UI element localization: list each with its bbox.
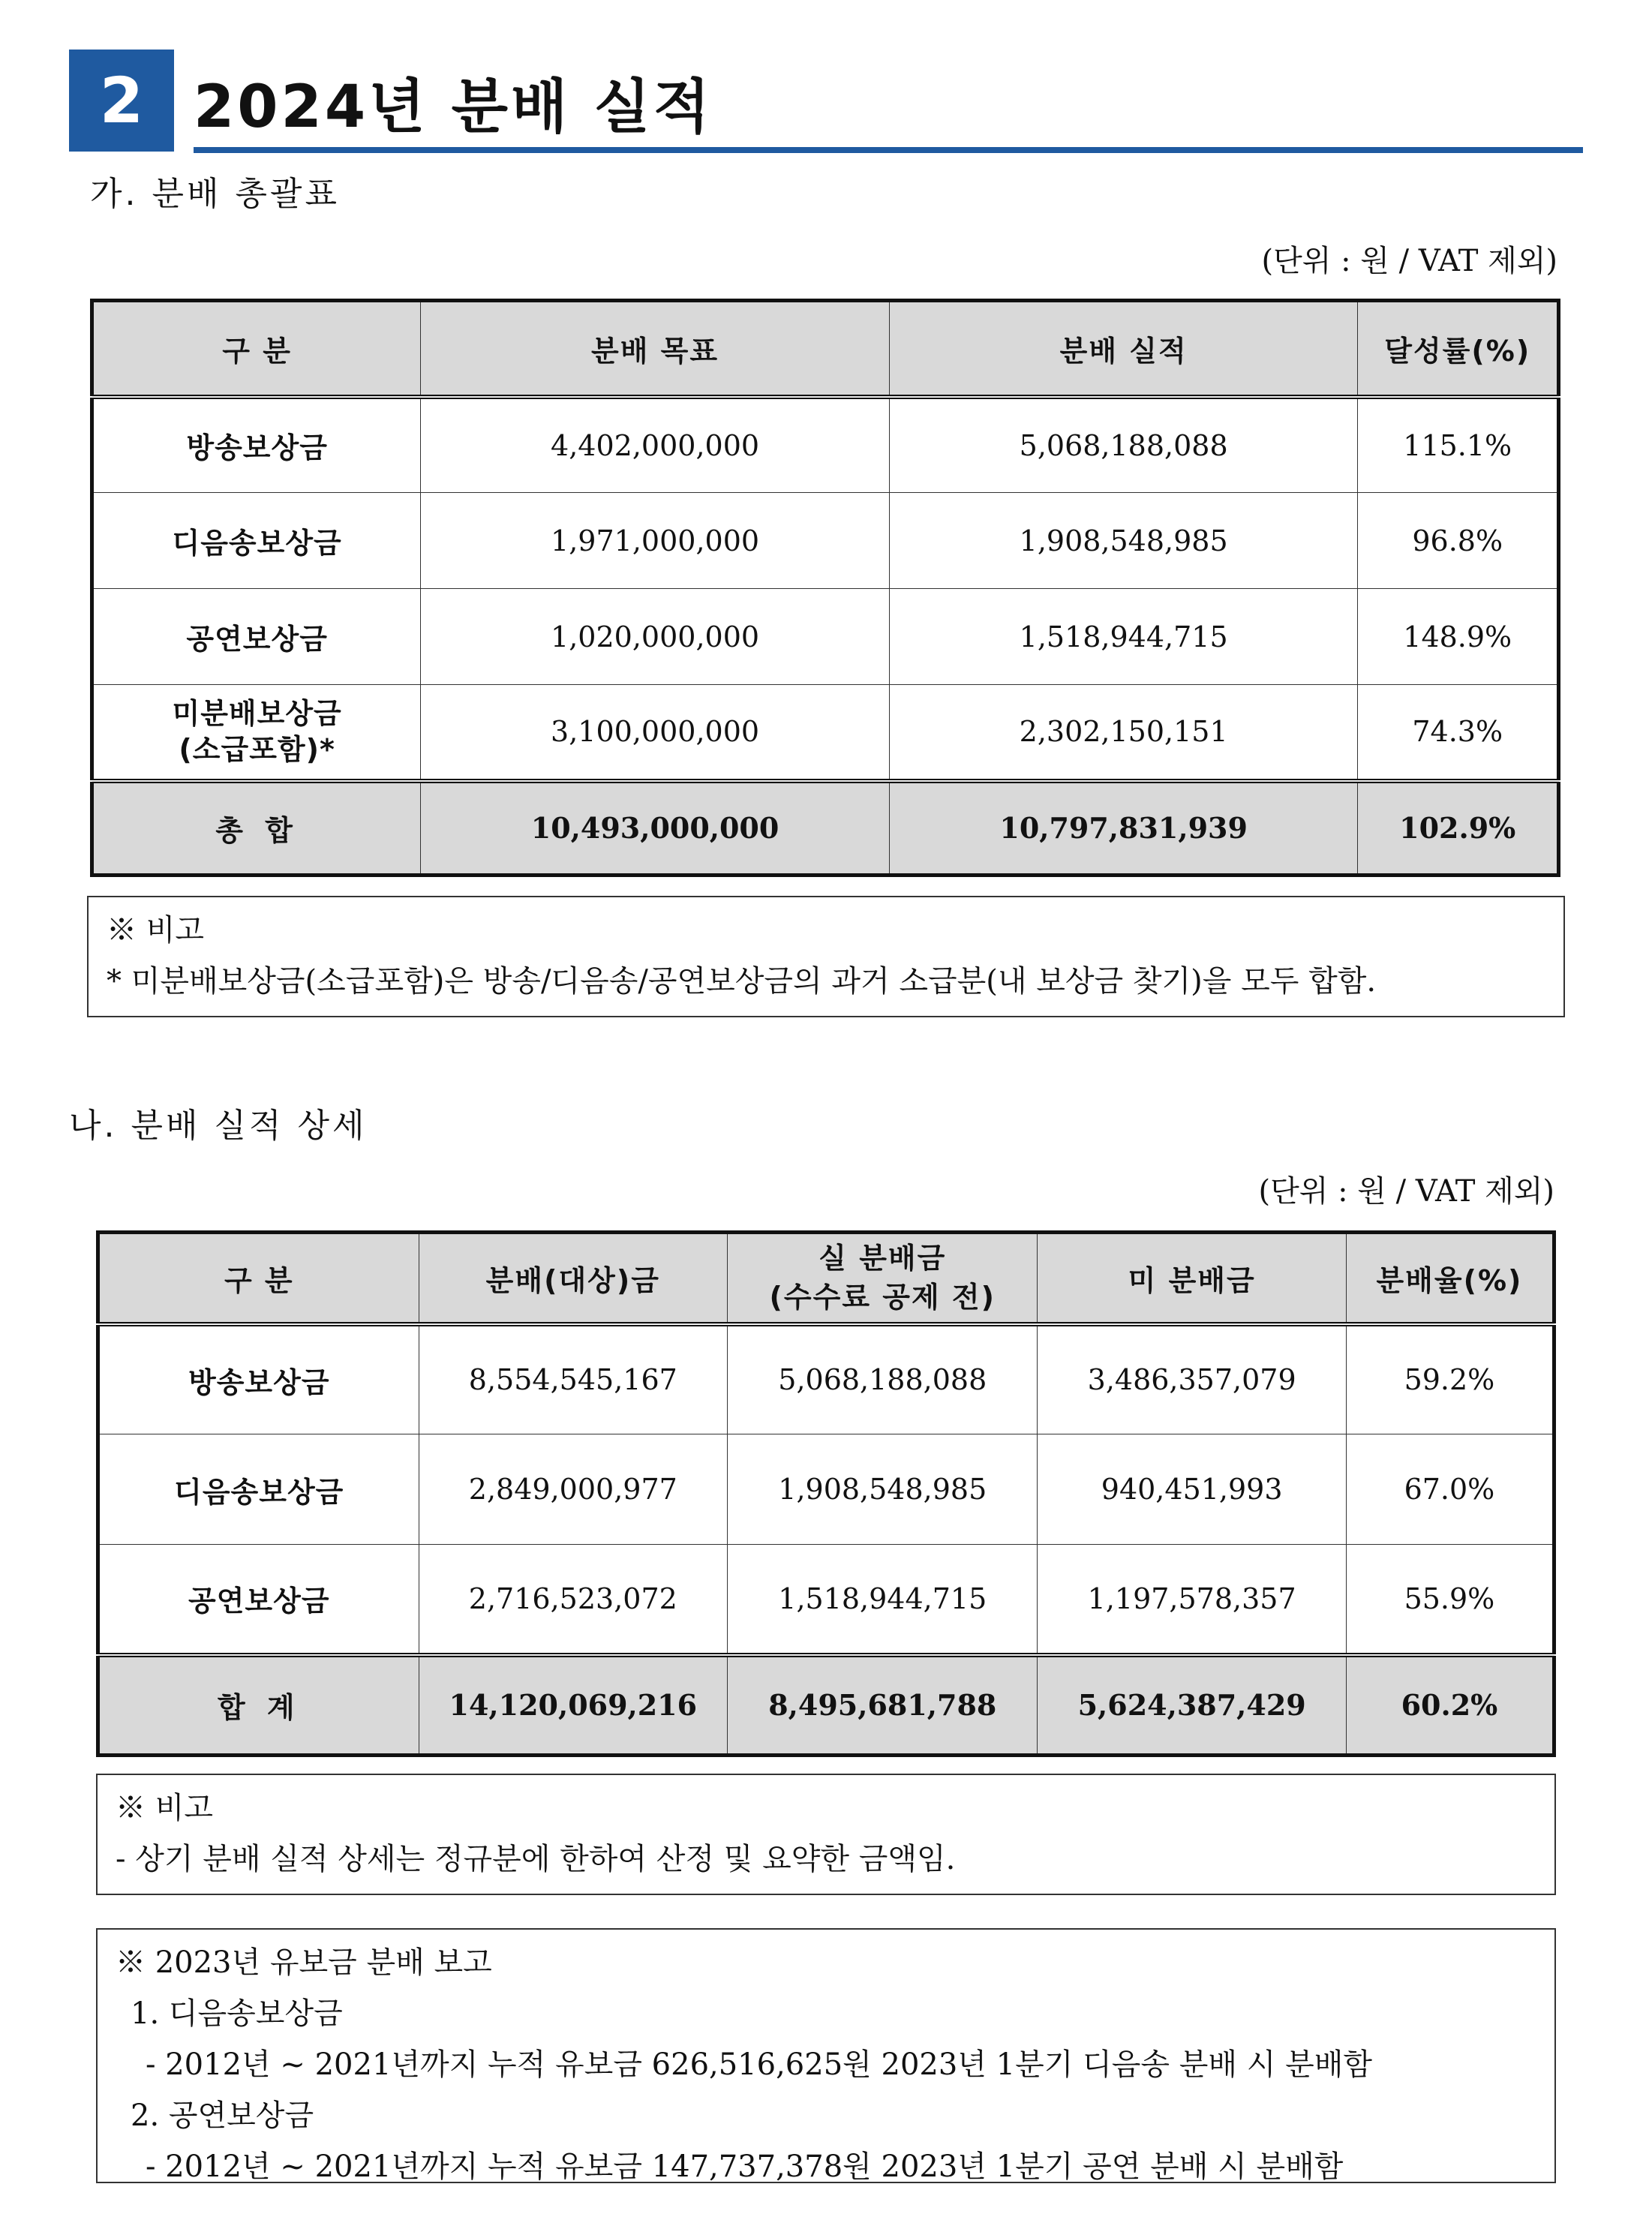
total-actual: 10,797,831,939 — [889, 781, 1358, 876]
row-label-line2: (소급포함)* — [179, 733, 335, 767]
actual-value: 1,518,944,715 — [889, 589, 1358, 685]
total-row — [98, 1655, 1554, 1756]
detail-table-header — [98, 1233, 1554, 1324]
target-value: 1,020,000,000 — [421, 589, 890, 685]
section-number-badge: 2 — [69, 50, 174, 152]
row-label: 디음송보상금 — [98, 1434, 419, 1545]
rate-value: 115.1% — [1358, 397, 1559, 493]
col-paid — [728, 1233, 1038, 1324]
rate-value: 67.0% — [1346, 1434, 1554, 1545]
note-text: * 미분배보상금(소급포함)은 방송/디음송/공연보상금의 과거 소급분(내 보상금 찾기)을 모두 합함. — [107, 964, 1377, 999]
summary-table-header — [92, 301, 1559, 397]
note-title: ※ 비고 — [116, 1791, 213, 1825]
table-row — [98, 1324, 1554, 1434]
section-b-title: 나. 분배 실적 상세 — [69, 1107, 368, 1145]
table-row — [98, 1434, 1554, 1545]
col-rate: 분배율(%) — [1346, 1233, 1554, 1324]
report-item-2-detail: - 2012년 ~ 2021년까지 누적 유보금 147,737,378원 2023년 1분기 공연 분배 시 분배함 — [146, 2149, 1344, 2184]
base-value: 2,716,523,072 — [419, 1545, 728, 1655]
col-unpaid: 미 분배금 — [1038, 1233, 1346, 1324]
total-row — [92, 781, 1559, 876]
table-row — [92, 589, 1559, 685]
summary-table — [90, 299, 1560, 877]
report-item-1: 1. 디음송보상금 — [131, 1996, 343, 2031]
unpaid-value: 3,486,357,079 — [1038, 1324, 1346, 1434]
unpaid-value: 1,197,578,357 — [1038, 1545, 1346, 1655]
base-value: 2,849,000,977 — [419, 1434, 728, 1545]
paid-value: 1,908,548,985 — [728, 1434, 1038, 1545]
row-label: 공연보상금 — [98, 1545, 419, 1655]
section-a-title: 가. 분배 총괄표 — [90, 175, 340, 213]
row-label: 방송보상금 — [98, 1324, 419, 1434]
target-value: 4,402,000,000 — [421, 397, 890, 493]
total-base: 14,120,069,216 — [419, 1655, 728, 1756]
report-item-2: 2. 공연보상금 — [131, 2098, 314, 2133]
table-row — [98, 1545, 1554, 1655]
note-text: - 상기 분배 실적 상세는 정규분에 한하여 산정 및 요약한 금액임. — [116, 1842, 956, 1876]
target-value: 3,100,000,000 — [421, 685, 890, 781]
total-paid: 8,495,681,788 — [728, 1655, 1038, 1756]
actual-value: 1,908,548,985 — [889, 493, 1358, 589]
row-label: 디음송보상금 — [92, 493, 421, 589]
total-rate: 60.2% — [1346, 1655, 1554, 1756]
col-rate: 달성률(%) — [1358, 301, 1559, 397]
actual-value: 5,068,188,088 — [889, 397, 1358, 493]
rate-value: 96.8% — [1358, 493, 1559, 589]
detail-table — [96, 1230, 1556, 1757]
col-target: 분배 목표 — [421, 301, 890, 397]
rate-value: 55.9% — [1346, 1545, 1554, 1655]
report-title: ※ 2023년 유보금 분배 보고 — [116, 1945, 492, 1980]
col-paid-line2: (수수료 공제 전) — [769, 1281, 996, 1314]
unpaid-value: 940,451,993 — [1038, 1434, 1346, 1545]
col-base: 분배(대상)금 — [419, 1233, 728, 1324]
table-row — [92, 493, 1559, 589]
report-item-1-detail: - 2012년 ~ 2021년까지 누적 유보금 626,516,625원 2023년 1분기 디음송 분배 시 분배함 — [146, 2047, 1373, 2082]
col-actual: 분배 실적 — [889, 301, 1358, 397]
target-value: 1,971,000,000 — [421, 493, 890, 589]
rate-value: 74.3% — [1358, 685, 1559, 781]
paid-value: 5,068,188,088 — [728, 1324, 1038, 1434]
row-label: 공연보상금 — [92, 589, 421, 685]
title-underline — [194, 147, 1583, 153]
total-unpaid: 5,624,387,429 — [1038, 1655, 1346, 1756]
row-label-line1: 미분배보상금 — [172, 697, 342, 731]
rate-value: 148.9% — [1358, 589, 1559, 685]
section-b-unit: (단위 : 원 / VAT 제외) — [1258, 1174, 1554, 1209]
row-label — [92, 685, 421, 781]
total-label: 합 계 — [98, 1655, 419, 1756]
page-title: 2024년 분배 실적 — [194, 74, 713, 141]
actual-value: 2,302,150,151 — [889, 685, 1358, 781]
base-value: 8,554,545,167 — [419, 1324, 728, 1434]
row-label: 방송보상금 — [92, 397, 421, 493]
section-a-note-box — [87, 896, 1565, 1017]
reserve-report-box — [96, 1928, 1556, 2183]
note-title: ※ 비고 — [107, 913, 204, 948]
total-target: 10,493,000,000 — [421, 781, 890, 876]
col-category: 구 분 — [92, 301, 421, 397]
total-label: 총 합 — [92, 781, 421, 876]
table-row — [92, 685, 1559, 781]
section-b-note-box — [96, 1774, 1556, 1895]
col-paid-line1: 실 분배금 — [818, 1242, 947, 1275]
col-category: 구 분 — [98, 1233, 419, 1324]
section-a-unit: (단위 : 원 / VAT 제외) — [1261, 244, 1557, 278]
rate-value: 59.2% — [1346, 1324, 1554, 1434]
table-row — [92, 397, 1559, 493]
total-rate: 102.9% — [1358, 781, 1559, 876]
paid-value: 1,518,944,715 — [728, 1545, 1038, 1655]
